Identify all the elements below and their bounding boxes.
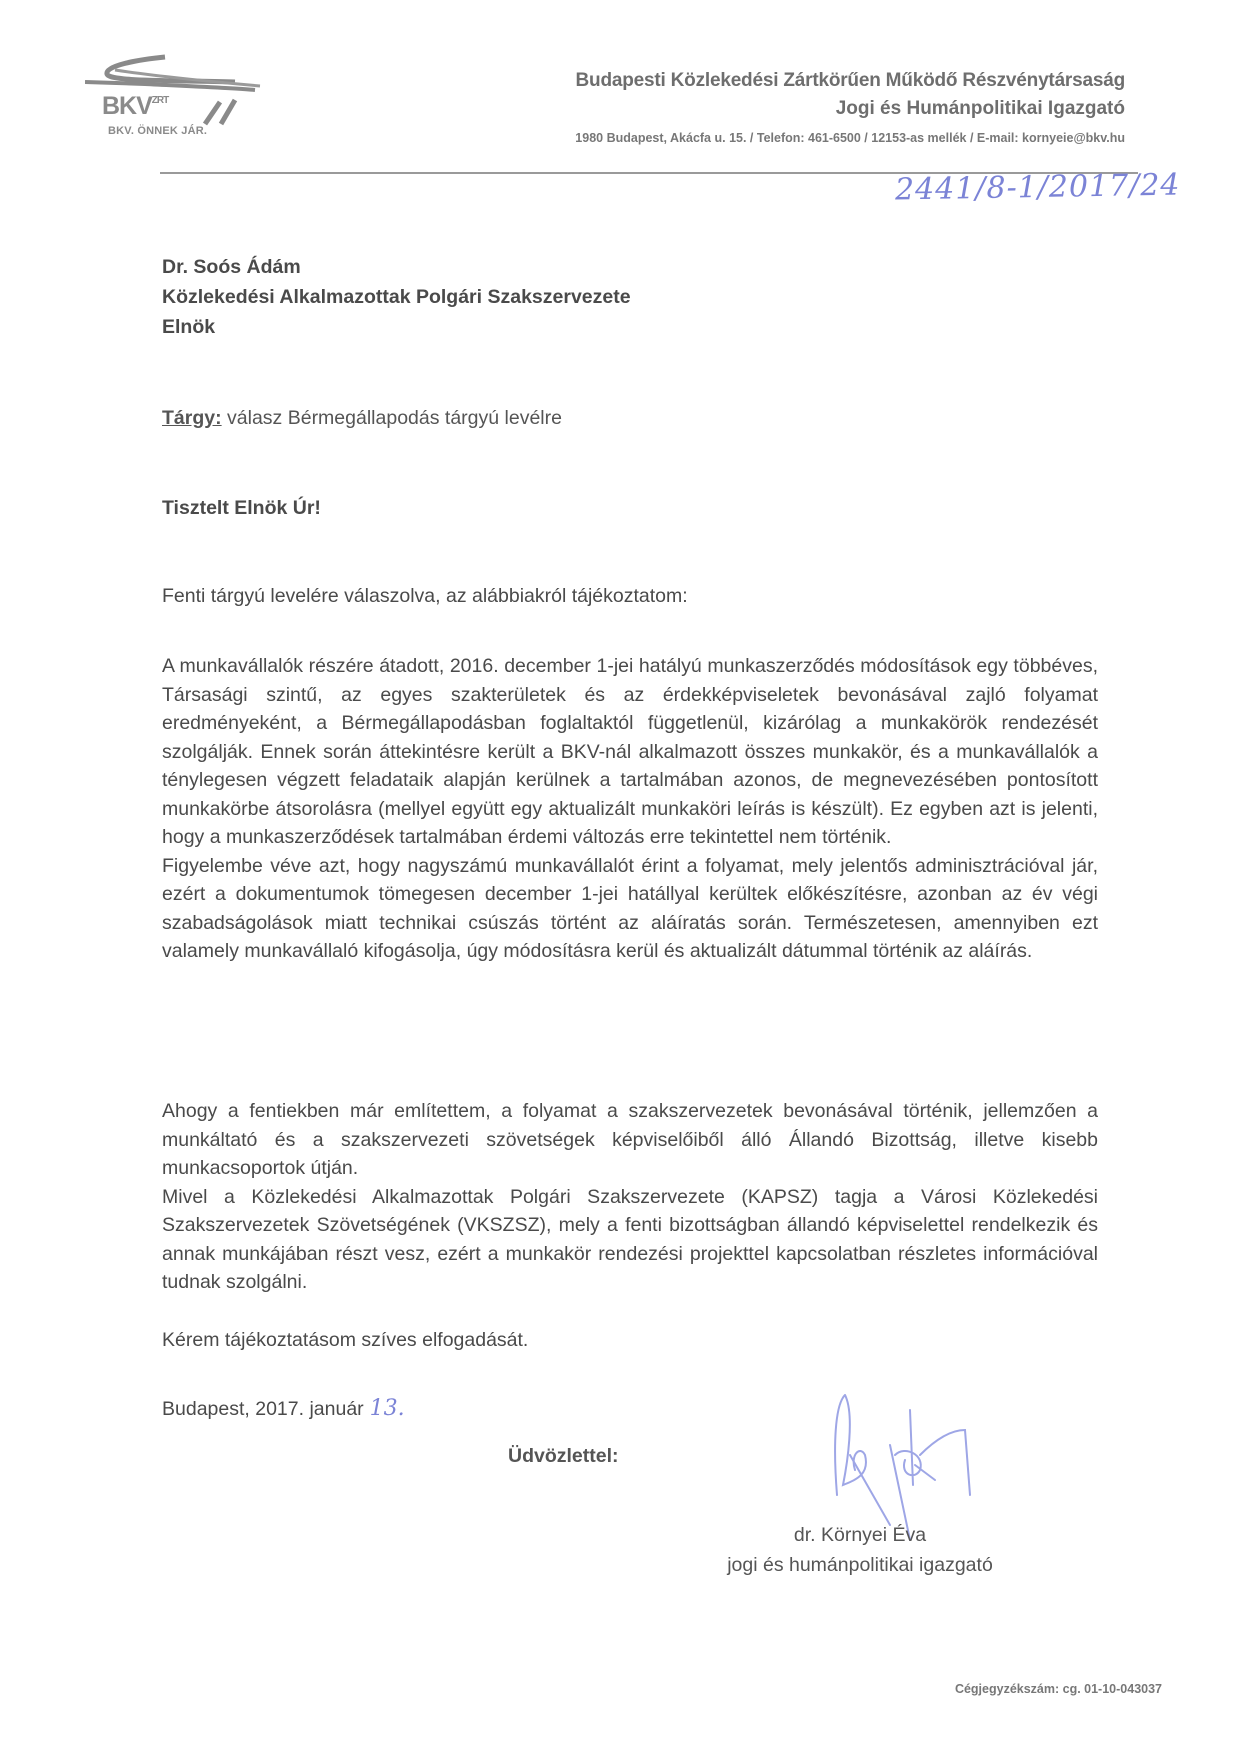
date-line [162,1396,405,1421]
body-paragraph: Mivel a Közlekedési Alkalmazottak Polgári Szakszervezete (KAPSZ) tagja a Városi Közlekedési Szakszervezetek Szövetségének (VKSZSZ), mely a fenti bizottságban állandó képviselettel rendelkezik és annak munkájában részt vesz, ezért a munkakör rendezési projekttel kapcsolatban részletes információval tudnak szolgálni. [162,1185,1098,1293]
handwritten-day: 13. [369,1396,405,1421]
signer-block [690,1520,1030,1580]
recipient-name: Dr. Soós Ádám [162,256,301,278]
subject-label: Tárgy: [162,407,222,429]
regards: Üdvözlettel: [508,1445,619,1467]
salutation: Tisztelt Elnök Úr! [162,497,321,519]
body-paragraph: Figyelembe véve azt, hogy nagyszámú munkavállalót érint a folyamat, mely jelentős adminisztrációval jár, ezért a dokumentumok tömegesen december 1-jei hatállyal kerültek előkészítésre, azonban az év végi szabadságolások miatt technikai csúszás történt az aláíratás során. Természetesen, amennyiben ezt valamely munkavállaló kifogásolja, úgy módosításra kerül és aktualizált dátummal történik az aláírás. [162,854,1098,962]
organization-name: Budapesti Közlekedési Zártkörűen Működő Részvénytársaság [575,70,1125,91]
subject-line [162,407,562,430]
contact-line: 1980 Budapest, Akácfa u. 15. / Telefon: 461-6500 / 12153-as mellék / E-mail: kornyeie@bkv.hu [575,131,1125,145]
department-name: Jogi és Humánpolitikai Igazgató [835,98,1125,119]
logo-tagline: BKV. ÖNNEK JÁR. [108,125,208,137]
handwritten-registration-number: 2441/8-1/2017/24 [894,167,1181,208]
recipient-block [162,252,631,342]
body-section-2 [162,1097,1098,1297]
recipient-organization: Közlekedési Alkalmazottak Polgári Szakszervezete [162,286,631,308]
body-section-1 [162,652,1098,966]
signer-name: dr. Környei Éva [793,1524,927,1546]
body-paragraph: A munkavállalók részére átadott, 2016. december 1-jei hatályú munkaszerződés módosítások egy többéves, Társasági szintű, az egyes szakterületek és az érdekképviseletek bevonásával zajló folyamat eredményeként, a Bérmegállapodásban foglaltaktól függetlenül, kizárólag a munkakörök rendezését szolgálják. Ennek során áttekintésre került a BKV-nál alkalmazott összes munkakör, és a munkavállalók a ténylegesen végzett feladataik alapján kerülnek a tartalmában azonos, de megnevezésében pontosított munkakörbe átsorolásra (mellyel együtt egy aktualizált munkaköri leírás is készült). Ez egyben azt is jelenti, hogy a munkaszerződések tartalmában érdemi változás erre tekintettel nem történik. [162,655,1098,848]
logo-wordmark: $BKV^{ZRT}$ [102,92,169,120]
body-paragraph: Ahogy a fentiekben már említettem, a folyamat a szakszervezetek bevonásával történik, jellemzően a munkáltató és a szakszervezeti szövetségek képviselőiből álló Állandó Bizottság, illetve kisebb munkacsoportok útján. [162,1100,1098,1179]
recipient-title: Elnök [162,316,216,338]
letterhead [575,67,1125,150]
intro-sentence: Fenti tárgyú levelére válaszolva, az alábbiakról tájékoztatom: [162,585,688,607]
printed-date: Budapest, 2017. január [162,1398,364,1420]
company-registration-number: Cégjegyzékszám: cg. 01-10-043037 [954,1682,1162,1696]
subject-text: válasz Bérmegállapodás tárgyú levélre [221,407,562,429]
signer-title: jogi és humánpolitikai igazgató [727,1554,993,1576]
closing-sentence: Kérem tájékoztatásom szíves elfogadását. [162,1329,529,1351]
